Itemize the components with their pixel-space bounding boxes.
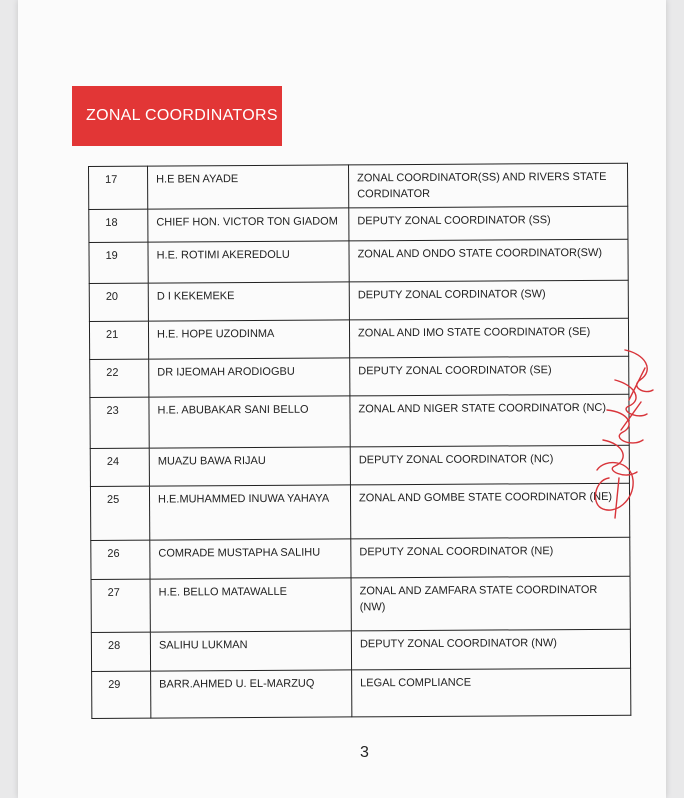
member-role: DEPUTY ZONAL CORDINATOR (SW): [349, 280, 628, 320]
member-role: ZONAL AND ZAMFARA STATE COORDINATOR (NW): [351, 576, 630, 631]
row-number: 29: [92, 671, 151, 718]
document-page: [18, 0, 666, 798]
member-name: BARR.AHMED U. EL-MARZUQ: [151, 670, 352, 718]
table-row: [92, 668, 631, 718]
coordinators-table: [88, 163, 631, 719]
table-row: [90, 394, 629, 448]
member-name: MUAZU BAWA RIJAU: [149, 447, 350, 486]
table-row: [91, 576, 630, 632]
member-name: H.E. HOPE UZODINMA: [148, 320, 349, 359]
row-number: 18: [89, 209, 148, 242]
member-name: H.E. ROTIMI AKEREDOLU: [148, 241, 349, 283]
row-number: 27: [91, 579, 150, 632]
member-role: DEPUTY ZONAL COORDINATOR (NW): [351, 629, 630, 670]
coordinators-table-wrapper: [88, 163, 631, 719]
table-row: [89, 206, 628, 242]
member-role: DEPUTY ZONAL COORDINATOR (SS): [349, 206, 628, 241]
row-number: 20: [89, 283, 148, 321]
member-role: ZONAL AND NIGER STATE COORDINATOR (NC): [350, 394, 629, 447]
row-number: 26: [91, 540, 150, 579]
row-number: 25: [90, 486, 149, 540]
row-number: 21: [89, 321, 148, 359]
member-name: H.E. ABUBAKAR SANI BELLO: [149, 396, 350, 448]
row-number: 19: [89, 242, 148, 283]
section-heading: ZONAL COORDINATORS: [72, 86, 282, 146]
row-number: 28: [91, 632, 150, 671]
row-number: 22: [90, 359, 149, 397]
table-row: [91, 629, 630, 671]
member-name: H.E. BELLO MATAWALLE: [150, 578, 351, 632]
table-row: [89, 280, 628, 321]
member-name: H.E BEN AYADE: [148, 165, 349, 209]
member-role: DEPUTY ZONAL COORDINATOR (SE): [350, 356, 629, 396]
member-name: COMRADE MUSTAPHA SALIHU: [150, 539, 351, 579]
table-row: [91, 537, 630, 579]
table-row: [90, 356, 629, 397]
table-row: [90, 445, 629, 486]
member-role: DEPUTY ZONAL COORDINATOR (NE): [351, 537, 630, 578]
table-row: [89, 239, 628, 283]
member-name: DR IJEOMAH ARODIOGBU: [149, 358, 350, 397]
member-role: LEGAL COMPLIANCE: [352, 668, 631, 717]
table-row: [90, 483, 629, 540]
member-role: DEPUTY ZONAL COORDINATOR (NC): [350, 445, 629, 485]
table-row: [89, 318, 628, 359]
member-role: ZONAL AND GOMBE STATE COORDINATOR (NE): [350, 483, 629, 539]
member-role: ZONAL COORDINATOR(SS) AND RIVERS STATE CORDINATOR: [348, 163, 627, 208]
handwritten-signature: [585, 340, 665, 530]
member-role: ZONAL AND IMO STATE COORDINATOR (SE): [349, 318, 628, 358]
member-name: H.E.MUHAMMED INUWA YAHAYA: [149, 485, 350, 540]
table-row: [89, 163, 628, 209]
row-number: 17: [89, 166, 148, 209]
row-number: 24: [90, 448, 149, 486]
page-number: 3: [360, 744, 369, 761]
member-role: ZONAL AND ONDO STATE COORDINATOR(SW): [349, 239, 628, 282]
member-name: SALIHU LUKMAN: [150, 631, 351, 671]
row-number: 23: [90, 397, 149, 448]
member-name: D I KEKEMEKE: [148, 282, 349, 321]
member-name: CHIEF HON. VICTOR TON GIADOM: [148, 208, 349, 242]
